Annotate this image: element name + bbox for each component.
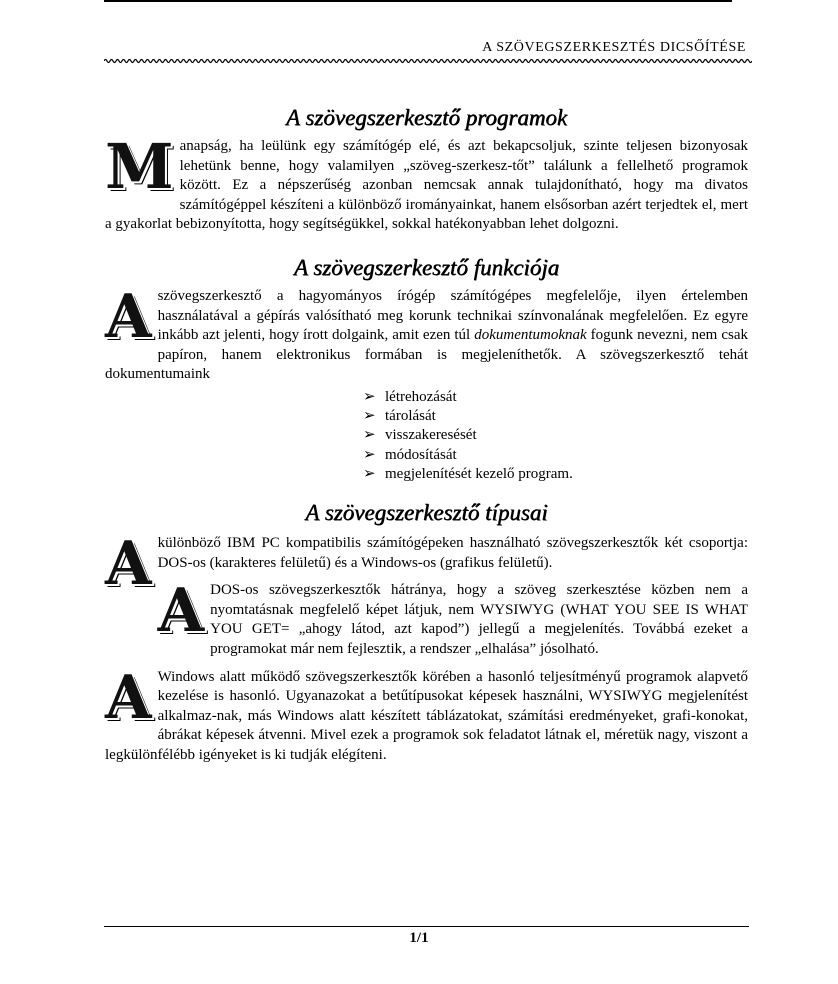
list-item: [363, 465, 748, 484]
drop-cap-letter: M: [105, 130, 174, 203]
paragraph: [105, 576, 748, 659]
arrow-bullet-icon: ➢: [363, 465, 376, 482]
arrow-bullet-icon: ➢: [363, 408, 376, 425]
drop-cap-letter: A: [157, 576, 205, 647]
paragraph-text: szövegszerkesztő a hagyományos írógép számítógépes megfelelője, ilyen értelemben használatával a gépírás valósítható meg korunk technikai színvonalának megfelelően. Ez egyre inkább azt jelenti, hogy írott dolgaink, amit ezen túl: [157, 287, 748, 344]
list-item-text: visszakeresését: [385, 427, 477, 444]
list-item: [363, 446, 748, 465]
arrow-bullet-icon: ➢: [363, 446, 376, 463]
section-programs: [105, 103, 748, 235]
paragraph-text: Windows alatt működő szövegszerkesztők körében a hasonló teljesítményű programok alapvető kezelése is hasonló. Ugyanazokat a betűtípusokat képesek használni, WYSIWYG megjelenítést alkalmaz-nak, más Windows alatt készített táblázatokat, számítási eredményeket, grafi-konokat, ábrákat képesek átvenni. Mivel ezek a programok sok feladatot látnak el, méretük nagy, viszont a legkülönfélébb igényeket is ki tudják elégíteni.: [105, 668, 748, 763]
list-item: [363, 388, 748, 407]
section-heading: A szövegszerkesztő típusai: [305, 499, 548, 525]
section-heading: A szövegszerkesztő programok: [285, 105, 568, 130]
page-number: 1/1: [409, 930, 429, 946]
drop-cap-letter: A: [105, 528, 152, 599]
section-heading: A szövegszerkesztő funkciója: [293, 254, 560, 280]
arrow-bullet-icon: ➢: [363, 388, 376, 405]
paragraph: [105, 528, 748, 599]
section-function: [105, 253, 748, 484]
paragraph-text: DOS-os szövegszerkesztők hátránya, hogy a szöveg szerkesztése közben nem a nyomtatásnak megfelelő képet látjuk, nem WYSIWYG (WHAT YOU SEE IS WHAT YOU GET= „ahogy látod, azt kapod”) jellegű a megjelenítés. Továbbá ezeket a programokat már nem fejlesztik, a rendszer „elhalása” jósolható.: [210, 582, 748, 657]
section-types: [105, 498, 748, 766]
bullet-list: [363, 388, 748, 484]
page-header-title: A SZÖVEGSZERKESZTÉS DICSŐÍTÉSE: [482, 40, 746, 55]
paragraph: [105, 662, 748, 766]
drop-cap-letter: A: [105, 281, 152, 352]
list-item-text: tárolását: [385, 408, 436, 425]
paragraph-text: fogunk nevezni, nem csak papíron, hanem elektronikus formában is megjeleníthetők. A szövegszerkesztő tehát dokumentumaink: [105, 327, 748, 383]
wavy-header-rule: [104, 57, 752, 65]
list-item-text: létrehozását: [385, 388, 457, 405]
list-item-text: megjelenítését kezelő program.: [385, 465, 573, 482]
emphasized-term: dokumentumoknak: [474, 327, 587, 344]
paragraph: [105, 130, 748, 235]
top-rule: [104, 0, 732, 2]
footer-rule: [104, 926, 749, 927]
list-item: [363, 407, 748, 426]
drop-cap-letter: A: [105, 662, 152, 733]
paragraph-text: anapság, ha leülünk egy számítógép elé, és azt bekapcsoljuk, szinte teljesen bizonyosak lehetünk benne, hogy valamilyen „szöveg-szerkesz-tőt” találunk a fellelhető programok között. Ez a népszerűség azonban nemcsak annak tulajdonítható, hogy ma divatos számítógéppel készíteni a különböző irományainkat, hanem elsősorban azért terjedtek el, mert a gyakorlat bebizonyította, hogy segítségükkel, sokkal hatékonyabban lehet dolgozni.: [105, 138, 748, 233]
paragraph: [105, 281, 748, 385]
list-item: [363, 426, 748, 445]
paragraph-text: különböző IBM PC kompatibilis számítógépeken használható szövegszerkesztők két csoportja: DOS-os (karakteres felületű) és a Windows-os (grafikus felületű).: [157, 534, 748, 571]
document-body: [105, 100, 748, 765]
arrow-bullet-icon: ➢: [363, 427, 376, 444]
list-item-text: módosítását: [385, 446, 457, 463]
